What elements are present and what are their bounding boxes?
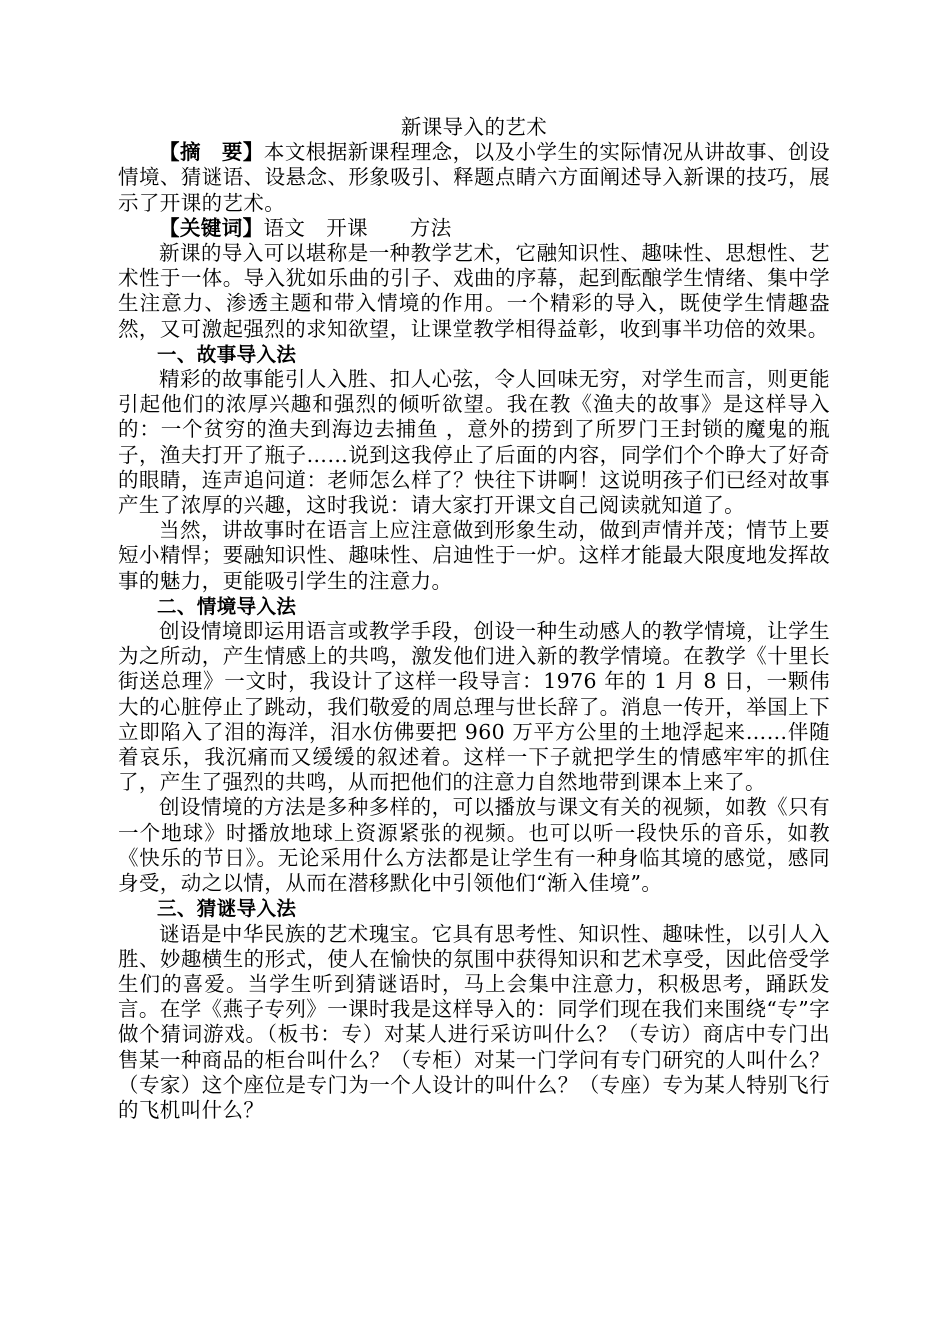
keywords-text: 语文 开课 方法 bbox=[263, 215, 452, 240]
abstract-label: 【摘 要】 bbox=[159, 140, 264, 165]
body-paragraph: 谜语是中华民族的艺术瑰宝。它具有思考性、知识性、趣味性，以引人入胜、妙趣横生的形式，使人在愉快的氛围中获得知识和艺术享受，因此倍受学生们的喜爱。当学生听到猜谜语时，马上会集中注意力，积极思考，踊跃发言。在学《燕子专列》一课时我是这样导入的：同学们现在我们来围绕“专”字做个猜词游戏。（板书：专）对某人进行采访叫什么？（专访）商店中专门出售某一种商品的柜台叫什么？（专柜）对某一门学问有专门研究的人叫什么？（专家）这个座位是专门为一个人设计的叫什么？（专座）专为某人特别飞行的飞机叫什么？ bbox=[118, 921, 830, 1122]
keywords bbox=[118, 216, 830, 241]
body-paragraph: 创设情境的方法是多种多样的，可以播放与课文有关的视频，如教《只有一个地球》时播放地球上资源紧张的视频。也可以听一段快乐的音乐，如教《快乐的节日》。无论采用什么方法都是让学生有一种身临其境的感觉，感同身受，动之以情，从而在潜移默化中引领他们“渐入佳境”。 bbox=[118, 795, 830, 896]
body-paragraph: 精彩的故事能引人入胜、扣人心弦，令人回味无穷，对学生而言，则更能引起他们的浓厚兴趣和强烈的倾听欲望。我在教《渔夫的故事》是这样导入的：一个贫穷的渔夫到海边去捕鱼 ，意外的捞到了所罗门王封锁的魔鬼的瓶子，渔夫打开了瓶子……说到这我停止了后面的内容，同学们个个睁大了好奇的眼睛，连声追问道：老师怎么样了？快往下讲啊！这说明孩子们已经对故事产生了浓厚的兴趣，这时我说：请大家打开课文自己阅读就知道了。 bbox=[118, 367, 830, 518]
section-heading: 三、猜谜导入法 bbox=[157, 897, 297, 921]
section-heading: 一、故事导入法 bbox=[157, 342, 297, 366]
abstract-text: 本文根据新课程理念，以及小学生的实际情况从讲故事、创设情境、猜谜语、设悬念、形象吸引、释题点睛六方面阐述导入新课的技巧，展示了开课的艺术。 bbox=[118, 140, 830, 215]
body-paragraph: 创设情境即运用语言或教学手段，创设一种生动感人的教学情境，让学生为之所动，产生情感上的共鸣，激发他们进入新的教学情境。在教学《十里长街送总理》一文时，我设计了这样一段导言：1976 年的 1 月 8 日，一颗伟大的心脏停止了跳动，我们敬爱的周总理与世长辞了。消息一传开，举国上下立即陷入了泪的海洋，泪水仿佛要把 960 万平方公里的土地浮起来……伴随着哀乐，我沉痛而又缓缓的叙述着。这样一下子就把学生的情感牢牢的抓住了，产生了强烈的共鸣，从而把他们的注意力自然地带到课本上来了。 bbox=[118, 619, 830, 795]
document-page bbox=[118, 115, 830, 1123]
page-title: 新课导入的艺术 bbox=[400, 115, 548, 139]
body-paragraph: 当然，讲故事时在语言上应注意做到形象生动，做到声情并茂；情节上要短小精悍；要融知识性、趣味性、启迪性于一炉。这样才能最大限度地发挥故事的魅力，更能吸引学生的注意力。 bbox=[118, 518, 830, 593]
section-heading: 二、情境导入法 bbox=[157, 594, 297, 618]
intro-paragraph: 新课的导入可以堪称是一种教学艺术，它融知识性、趣味性、思想性、艺术性于一体。导入犹如乐曲的引子、戏曲的序幕，起到酝酿学生情绪、集中学生注意力、渗透主题和带入情境的作用。一个精彩的导入，既使学生情趣盎然，又可激起强烈的求知欲望，让课堂教学相得益彰，收到事半功倍的效果。 bbox=[118, 241, 830, 341]
keywords-label: 【关键词】 bbox=[159, 215, 264, 240]
abstract bbox=[118, 140, 830, 216]
